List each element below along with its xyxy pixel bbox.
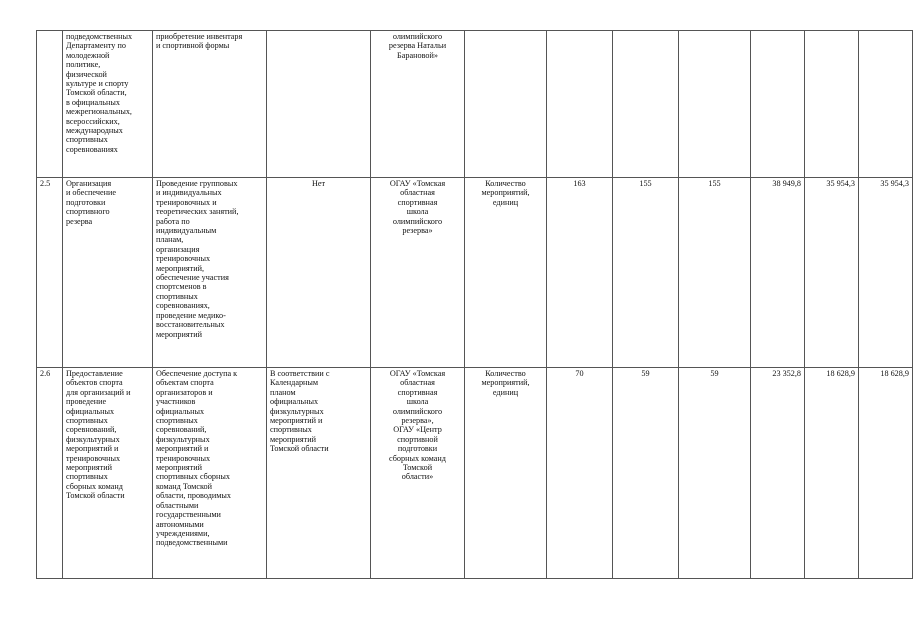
row-number — [37, 31, 63, 178]
value-2: 155 — [613, 178, 679, 368]
executor: ОГАУ «Томская областная спортивная школа олимпийского резерва» — [371, 178, 465, 368]
value-4: 38 949,8 — [751, 178, 805, 368]
activity-content: приобретение инвентаря и спортивной формы — [153, 31, 267, 178]
executor: ОГАУ «Томская областная спортивная школа олимпийского резерва», ОГАУ «Центр спортивной подготовки сборных команд Томской области» — [371, 368, 465, 579]
activity-content: Обеспечение доступа к объектам спорта организаторов и участников официальных спортивных соревнований, физкультурных мероприятий и тренировочных мероприятий спортивных сборных команд Томской области, проводимых областными государственными автономными учреждениями, подведомственными — [153, 368, 267, 579]
activity-name: подведомственных Департаменту по молодежной политике, физической культуре и спорту Томской области, в официальных межрегиональных, всероссийских, международных спортивных соревнованиях — [63, 31, 153, 178]
value-5 — [805, 31, 859, 178]
value-6 — [859, 31, 913, 178]
value-3: 155 — [679, 178, 751, 368]
table-row — [37, 368, 913, 579]
implementation-order: Нет — [267, 178, 371, 368]
activity-name: Предоставление объектов спорта для организаций и проведение официальных спортивных соревнований, физкультурных мероприятий и тренировочных мероприятий спортивных сборных команд Томской области — [63, 368, 153, 579]
indicator: Количество мероприятий, единиц — [465, 178, 547, 368]
value-3 — [679, 31, 751, 178]
value-2 — [613, 31, 679, 178]
program-activities-table — [36, 30, 913, 579]
table-row — [37, 178, 913, 368]
value-6: 35 954,3 — [859, 178, 913, 368]
activity-name: Организация и обеспечение подготовки спортивного резерва — [63, 178, 153, 368]
value-6: 18 628,9 — [859, 368, 913, 579]
row-number: 2.6 — [37, 368, 63, 579]
value-1: 163 — [547, 178, 613, 368]
table-row — [37, 31, 913, 178]
value-4: 23 352,8 — [751, 368, 805, 579]
executor: олимпийского резерва Натальи Барановой» — [371, 31, 465, 178]
activity-content: Проведение групповых и индивидуальных тренировочных и теоретических занятий, работа по индивидуальным планам, организация тренировочных мероприятий, обеспечение участия спортсменов в спортивных соревнованиях, проведение медико- восстановительных мероприятий — [153, 178, 267, 368]
value-3: 59 — [679, 368, 751, 579]
value-1: 70 — [547, 368, 613, 579]
indicator — [465, 31, 547, 178]
indicator: Количество мероприятий, единиц — [465, 368, 547, 579]
implementation-order: В соответствии с Календарным планом официальных физкультурных мероприятий и спортивных мероприятий Томской области — [267, 368, 371, 579]
implementation-order — [267, 31, 371, 178]
value-1 — [547, 31, 613, 178]
row-number: 2.5 — [37, 178, 63, 368]
value-5: 18 628,9 — [805, 368, 859, 579]
value-5: 35 954,3 — [805, 178, 859, 368]
value-4 — [751, 31, 805, 178]
value-2: 59 — [613, 368, 679, 579]
